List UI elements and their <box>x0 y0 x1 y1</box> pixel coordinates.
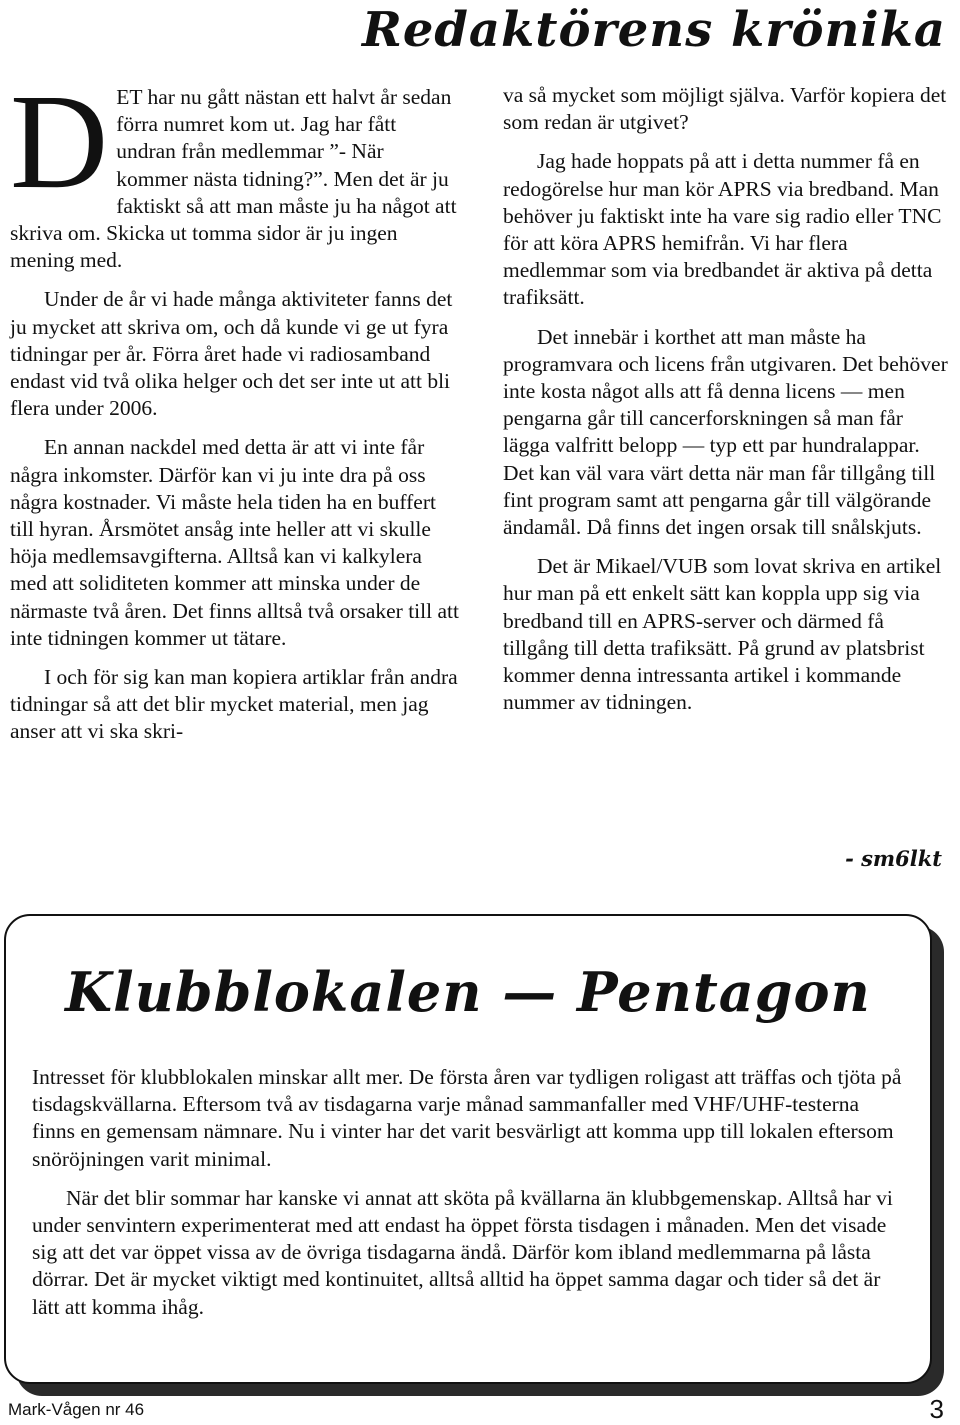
author-signature: - sm6lkt <box>845 846 942 871</box>
drop-cap: D <box>10 67 109 217</box>
publication-name: Mark-Vågen nr 46 <box>8 1400 145 1419</box>
section-title: Klubblokalen — Pentagon <box>65 960 871 1024</box>
article-paragraph: Det är Mikael/VUB som lovat skriva en artikel hur man på ett enkelt sätt kan koppla upp sig via bredband till en APRS-server och därmed få tillgång till detta trafiksätt. På grund av platsbrist kommer denna intressanta artikel i kommande nummer av tidningen. <box>503 554 942 715</box>
article-paragraph: Jag hade hoppats på att i detta nummer få en redogörelse hur man kör APRS via bredband. Man behöver ju faktiskt inte ha vare sig radio eller TNC för att köra APRS hemifrån. Vi har flera medlemmar som via bredbandet är aktiva på detta trafiksätt. <box>503 149 942 310</box>
article-paragraph: I och för sig kan man kopiera artiklar från andra tidningar så att det blir mycket material, men jag anser att vi ska skri- <box>10 665 458 744</box>
article-left-column <box>10 67 460 758</box>
section-paragraph: Intresset för klubblokalen minskar allt mer. De första åren var tydligen roligast att träffas och tjöta på tisdagskvällarna. Eftersom två av tisdagarna varje månad sammanfaller med VHF/UHF-testerna finns en gemensam nämnare. Nu i vinter har det varit besvärligt att komma upp till lokalen eftersom snöröjningen varit minimal. <box>32 1065 902 1171</box>
section-body <box>32 1064 902 1333</box>
page-number: 3 <box>929 1394 944 1424</box>
club-section-box <box>4 914 932 1384</box>
article-paragraph-text: ET har nu gått nästan ett halvt år sedan förra numret kom ut. Jag har fått undran från medlemmar ”- När kommer nästa tidning?”. Men det är ju faktiskt så att man måste ju ha något att skriva om. Skicka ut tomma sidor är ju ingen mening med. <box>10 85 457 273</box>
page-title: Redaktörens krönika <box>361 2 946 58</box>
article-right-column <box>503 82 948 728</box>
article-paragraph: va så mycket som möjligt själva. Varför kopiera det som redan är utgivet? <box>503 83 947 135</box>
article-paragraph: Det innebär i korthet att man måste ha programvara och licens från utgivaren. Det behöver inte kosta något alls att få denna licens — men pengarna går till cancerforskningen så man får lägga valfritt belopp — typ ett par hundralappar. Det kan väl vara värt detta när man får tillgång till fint program samt att pengarna går till välgörande ändamål. Då finns det ingen orsak till snålskjuts. <box>503 324 948 540</box>
article-paragraph: En annan nackdel med detta är att vi inte får några inkomster. Därför kan vi ju inte dra på oss några kostnader. Vi måste hela tiden ha en buffert till hyran. Årsmötet ansåg inte heller att vi skulle höja medlemsavgifterna. Alltså kan vi kalkylera med att soliditeten kommer att minska under de närmaste två åren. Det finns alltså två orsaker till att inte tidningen kommer ut tätare. <box>10 435 459 650</box>
section-paragraph: När det blir sommar har kanske vi annat att sköta på kvällarna än klubbgemenskap. Alltså har vi under senvintern experimenterat med att endast ha öppet första tisdagen i månaden. Men det visade sig att det var öppet vissa av de övriga tisdagarna ändå. Därför kom ibland medlemmarna på låsta dörrar. Det är mycket viktigt med kontinuitet, alltså alltid ha öppet samma dagar och tider så det är lätt att komma ihåg. <box>32 1185 893 1319</box>
article-paragraph <box>10 67 460 274</box>
article-paragraph: Under de år vi hade många aktiviteter fanns det ju mycket att skriva om, och då kunde vi ge ut fyra tidningar per år. Förra året hade vi radiosamband endast vid två olika helger och det ser inte ut att bli flera under 2006. <box>10 287 453 421</box>
